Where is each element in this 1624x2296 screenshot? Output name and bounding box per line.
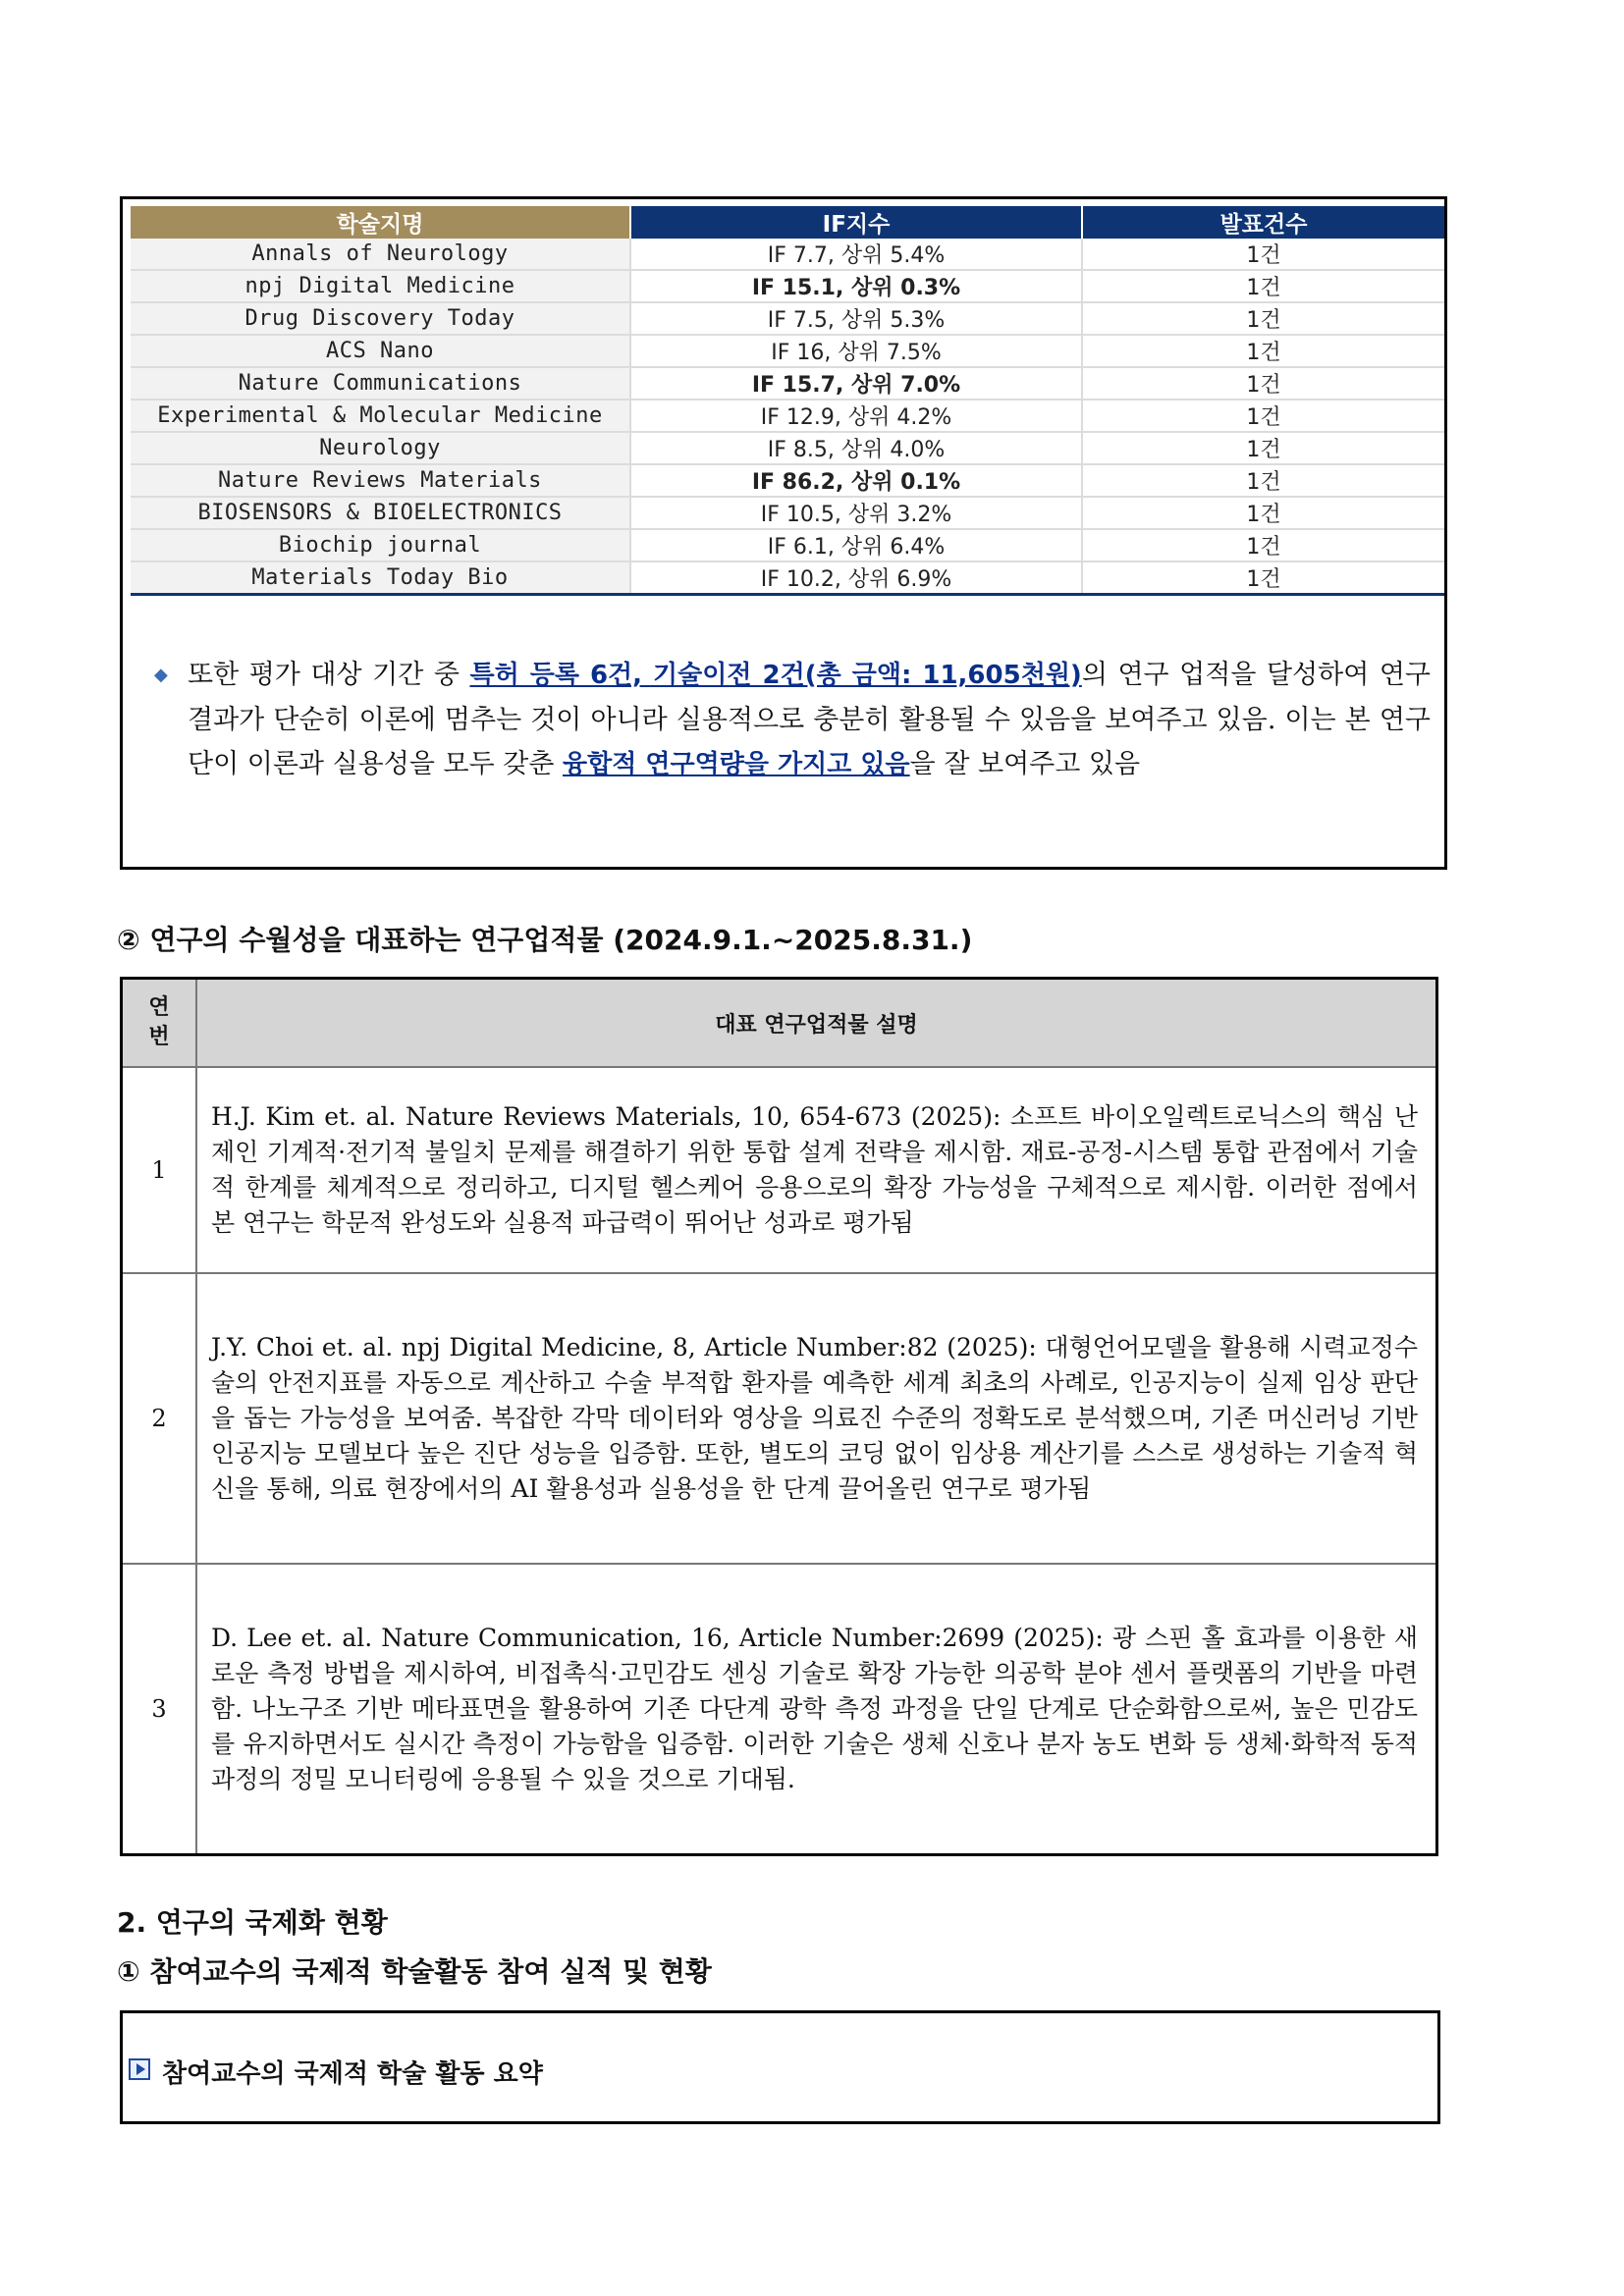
journal-table-body <box>131 239 1444 595</box>
header-serial-number <box>122 979 197 1068</box>
journal-row <box>131 497 1444 529</box>
header-serial-number-label: 연번 <box>148 995 170 1049</box>
diamond-bullet-icon: ◆ <box>154 665 168 685</box>
research-row <box>122 1273 1437 1564</box>
journal-name-cell: ACS Nano <box>131 335 630 367</box>
section-heading-international-activities: ① 참여교수의 국제적 학술활동 참여 실적 및 현황 <box>117 1955 712 1988</box>
research-row-description: J.Y. Choi et. al. npj Digital Medicine, 8, Article Number:82 (2025): 대형언어모델을 활용해 시력교정수술의 안전지표를 자동으로 계산하고 수술 부적합 환자를 예측한 세계 최초의 사례로, 인공지능이 실제 임상 판단을 돕는 가능성을 보여줌. 복잡한 각막 데이터와 영상을 의료진 수준의 정확도로 분석했으며, 기존 머신러닝 기반 인공지능 모델보다 높은 진단 성능을 입증함. 또한, 별도의 코딩 없이 임상용 계산기를 스스로 생성하는 기술적 혁신을 통해, 의료 현장에서의 AI 활용성과 실용성을 한 단계 끌어올린 연구로 평가됨 <box>196 1273 1437 1564</box>
impact-factor-cell: IF 7.7, 상위 5.4% <box>630 239 1082 270</box>
journal-name-cell: Biochip journal <box>131 529 630 561</box>
research-row <box>122 1067 1437 1273</box>
publication-count-cell: 1건 <box>1082 464 1444 497</box>
journal-row <box>131 464 1444 497</box>
research-table-header <box>122 979 1437 1068</box>
publication-count-cell: 1건 <box>1082 367 1444 400</box>
impact-factor-cell: IF 16, 상위 7.5% <box>630 335 1082 367</box>
journal-name-cell: Nature Reviews Materials <box>131 464 630 497</box>
impact-factor-cell: IF 7.5, 상위 5.3% <box>630 302 1082 335</box>
journal-name-cell: Annals of Neurology <box>131 239 630 270</box>
impact-factor-cell: IF 15.1, 상위 0.3% <box>630 270 1082 302</box>
impact-factor-cell: IF 10.2, 상위 6.9% <box>630 561 1082 595</box>
journal-name-cell: Experimental & Molecular Medicine <box>131 400 630 432</box>
journal-row <box>131 335 1444 367</box>
research-works-table <box>120 977 1438 1856</box>
publication-count-cell: 1건 <box>1082 239 1444 270</box>
publication-count-cell: 1건 <box>1082 432 1444 464</box>
publication-count-cell: 1건 <box>1082 270 1444 302</box>
journal-row <box>131 561 1444 595</box>
impact-factor-cell: IF 6.1, 상위 6.4% <box>630 529 1082 561</box>
publication-count-cell: 1건 <box>1082 561 1444 595</box>
play-box-icon <box>129 2058 150 2080</box>
publication-count-cell: 1건 <box>1082 529 1444 561</box>
journal-row <box>131 302 1444 335</box>
achievement-note-text <box>188 653 1431 787</box>
note-part-1: 또한 평가 대상 기간 중 <box>188 660 470 690</box>
journal-row <box>131 432 1444 464</box>
header-description: 대표 연구업적물 설명 <box>196 979 1437 1068</box>
publication-count-cell: 1건 <box>1082 497 1444 529</box>
note-highlight-capability: 융합적 연구역량을 가지고 있음 <box>562 750 910 779</box>
journal-summary-box <box>120 196 1447 870</box>
header-journal-name: 학술지명 <box>131 206 630 239</box>
header-impact-factor: IF지수 <box>630 206 1082 239</box>
note-highlight-patents: 특허 등록 6건, 기술이전 2건(총 금액: 11,605천원) <box>469 661 1082 690</box>
journal-row <box>131 400 1444 432</box>
section-heading-internationalization: 2. 연구의 국제화 현황 <box>117 1906 388 1939</box>
note-part-2: 의 연구 업적을 달성하여 연구 결과가 단순히 이론에 멈추는 것이 아니라 실용적으로 충분히 활용될 수 있음을 보여주고 있음. 이는 본 연구단이 이론과 실용성을 모두 갖춘 <box>188 660 1431 779</box>
impact-factor-cell: IF 15.7, 상위 7.0% <box>630 367 1082 400</box>
impact-factor-cell: IF 12.9, 상위 4.2% <box>630 400 1082 432</box>
summary-title: 참여교수의 국제적 학술 활동 요약 <box>162 2059 543 2089</box>
journal-name-cell: BIOSENSORS & BIOELECTRONICS <box>131 497 630 529</box>
journal-name-cell: Neurology <box>131 432 630 464</box>
header-publication-count: 발표건수 <box>1082 206 1444 239</box>
journal-row <box>131 529 1444 561</box>
journal-table <box>131 206 1444 596</box>
publication-count-cell: 1건 <box>1082 302 1444 335</box>
research-row <box>122 1564 1437 1854</box>
research-row-description: H.J. Kim et. al. Nature Reviews Materials, 10, 654-673 (2025): 소프트 바이오일렉트로닉스의 핵심 난제인 기계적·전기적 불일치 문제를 해결하기 위한 통합 설계 전략을 제시함. 재료-공정-시스템 통합 관점에서 기술적 한계를 체계적으로 정리하고, 디지털 헬스케어 응용으로의 확장 가능성을 구체적으로 제시함. 이러한 점에서 본 연구는 학문적 완성도와 실용적 파급력이 뛰어난 성과로 평가됨 <box>196 1067 1437 1273</box>
journal-row <box>131 270 1444 302</box>
research-row-number: 2 <box>122 1273 197 1564</box>
publication-count-cell: 1건 <box>1082 400 1444 432</box>
research-row-number: 3 <box>122 1564 197 1854</box>
international-activity-summary-box <box>120 2010 1440 2124</box>
journal-table-header <box>131 206 1444 239</box>
impact-factor-cell: IF 10.5, 상위 3.2% <box>630 497 1082 529</box>
research-row-number: 1 <box>122 1067 197 1273</box>
research-row-description: D. Lee et. al. Nature Communication, 16, Article Number:2699 (2025): 광 스핀 홀 효과를 이용한 새로운 측정 방법을 제시하여, 비접촉식·고민감도 센싱 기술로 확장 가능한 의공학 분야 센서 플랫폼의 기반을 마련함. 나노구조 기반 메타표면을 활용하여 기존 다단계 광학 측정 과정을 단일 단계로 단순화함으로써, 높은 민감도를 유지하면서도 실시간 측정이 가능함을 입증함. 이러한 기술은 생체 신호나 분자 농도 변화 등 생체·화학적 동적 과정의 정밀 모니터링에 응용될 수 있을 것으로 기대됨. <box>196 1564 1437 1854</box>
impact-factor-cell: IF 86.2, 상위 0.1% <box>630 464 1082 497</box>
achievement-note <box>154 653 1431 787</box>
impact-factor-cell: IF 8.5, 상위 4.0% <box>630 432 1082 464</box>
publication-count-cell: 1건 <box>1082 335 1444 367</box>
note-part-3: 을 잘 보여주고 있음 <box>909 749 1141 779</box>
journal-name-cell: npj Digital Medicine <box>131 270 630 302</box>
journal-row <box>131 367 1444 400</box>
journal-name-cell: Nature Communications <box>131 367 630 400</box>
journal-name-cell: Materials Today Bio <box>131 561 630 595</box>
journal-name-cell: Drug Discovery Today <box>131 302 630 335</box>
journal-row <box>131 239 1444 270</box>
section-heading-representative-works: ② 연구의 수월성을 대표하는 연구업적물 (2024.9.1.~2025.8.31.) <box>117 924 973 956</box>
